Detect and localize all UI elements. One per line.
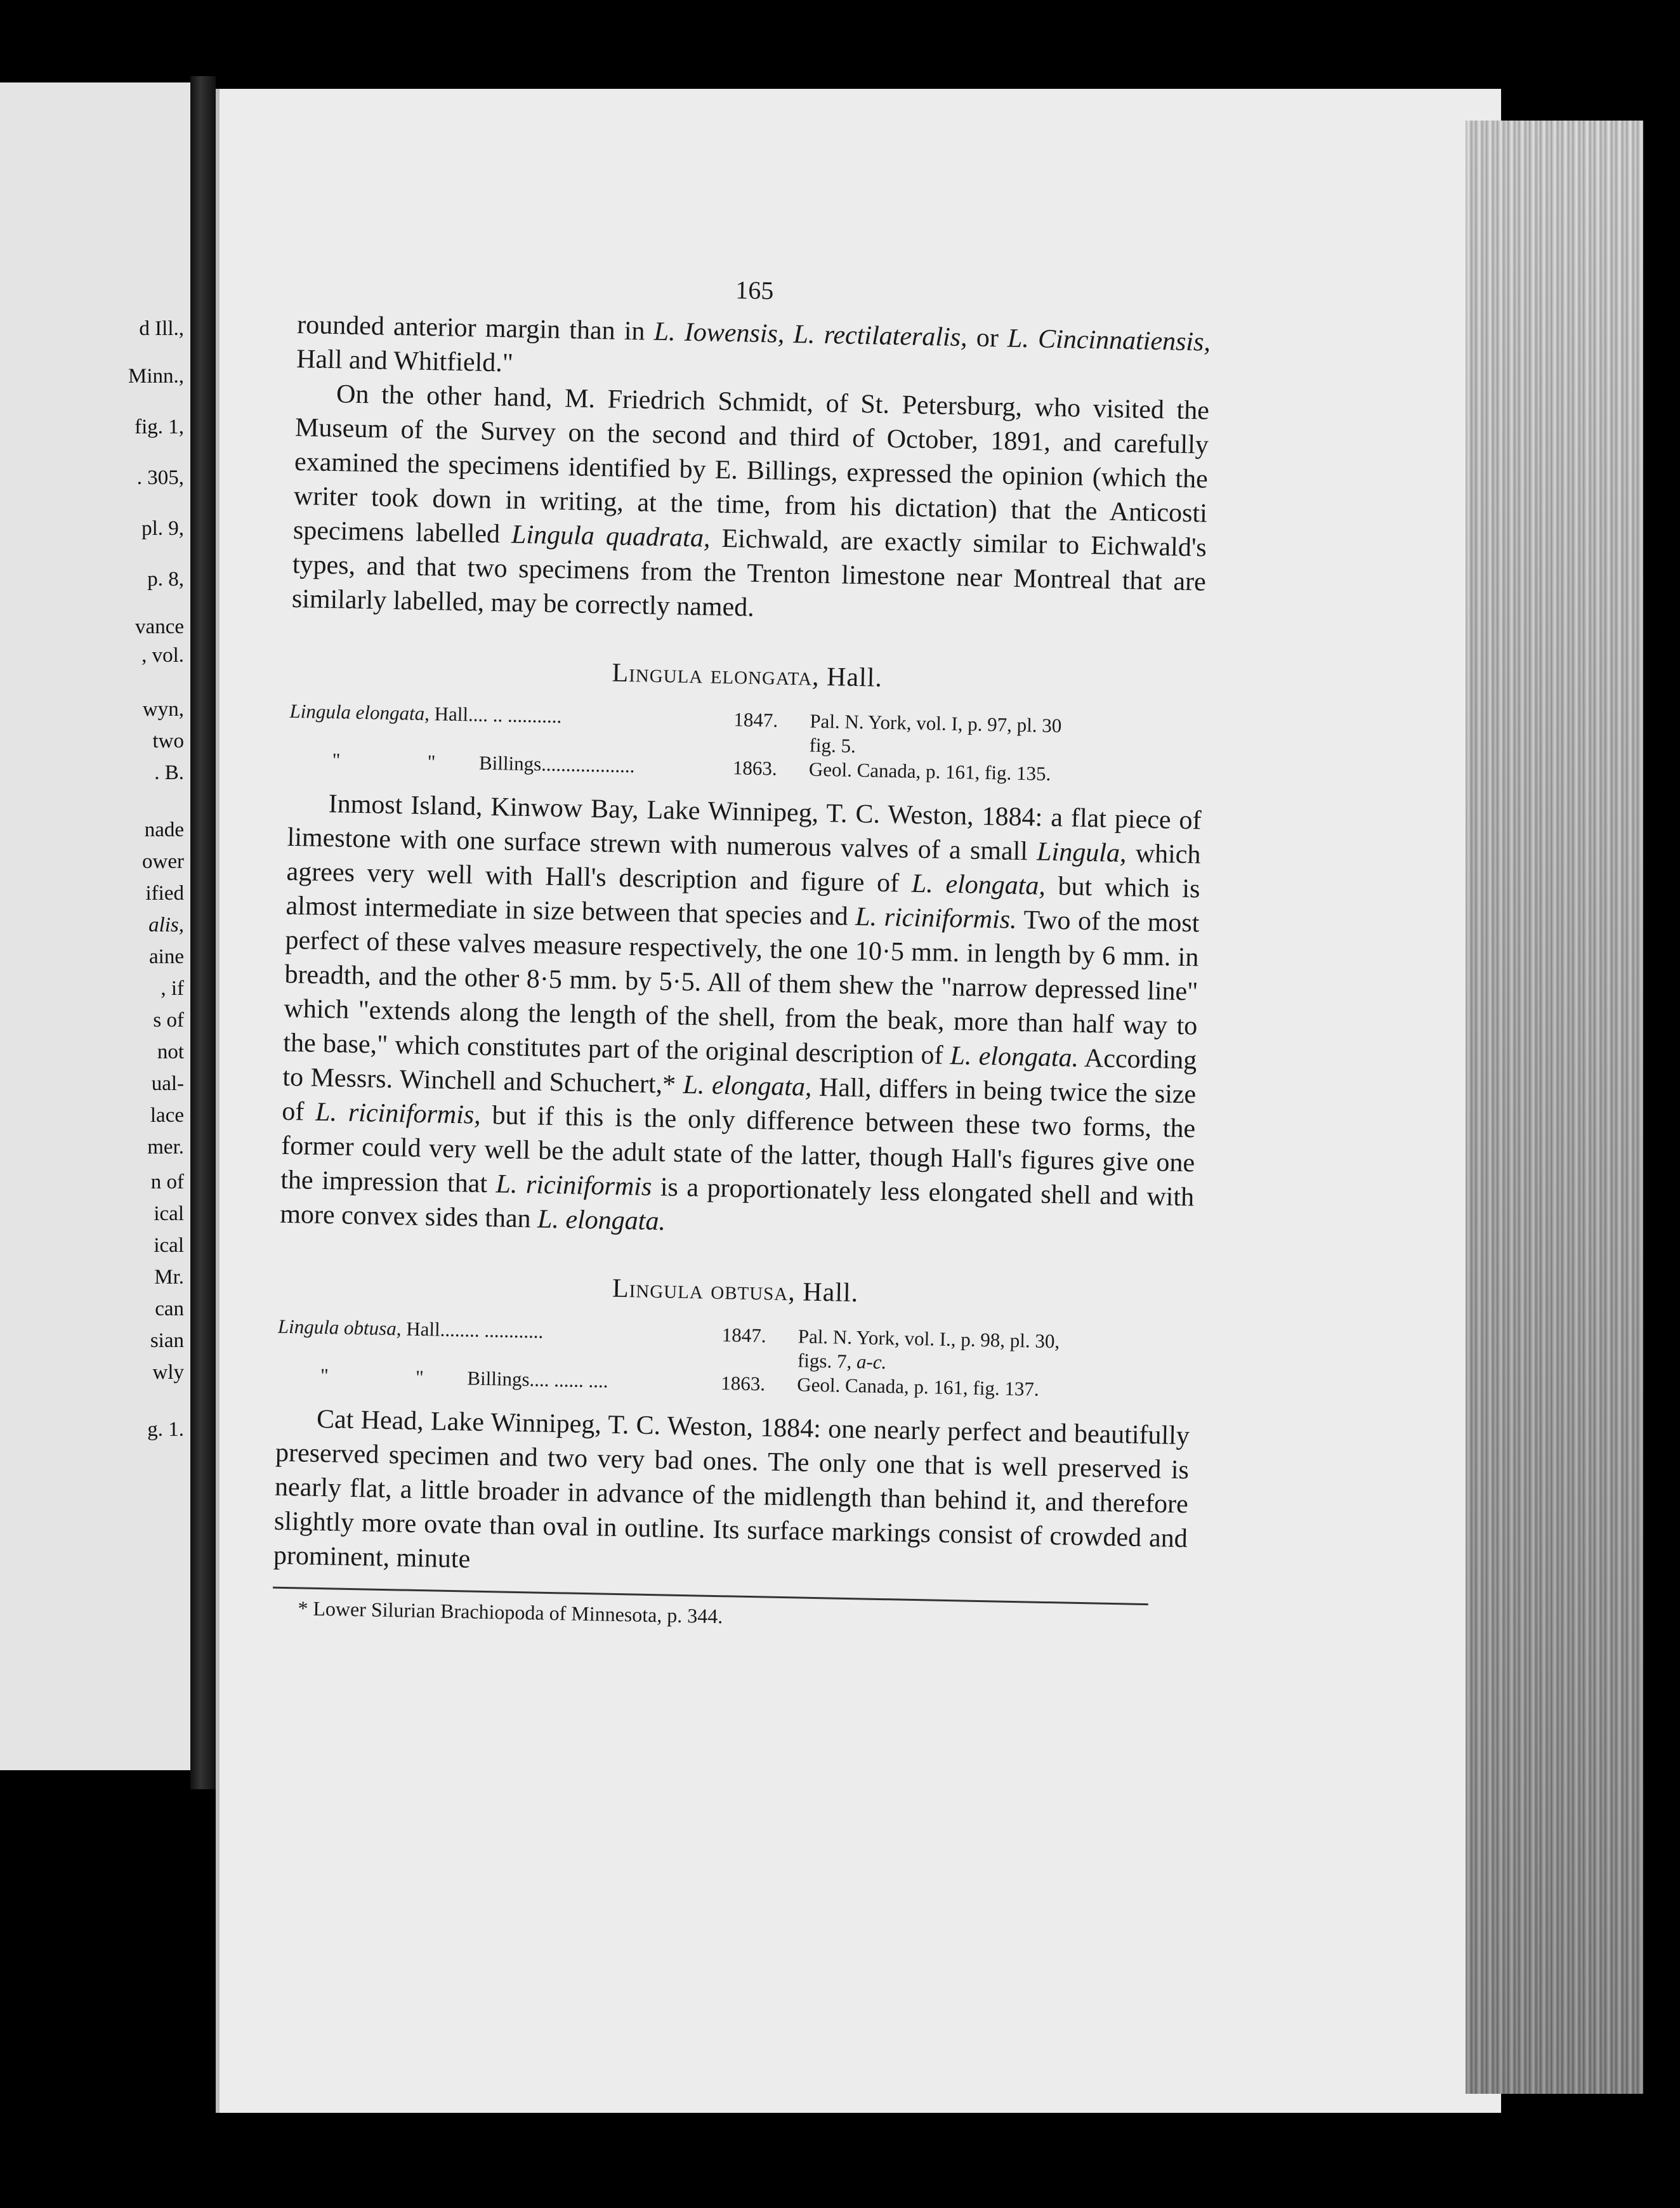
left-page-line-fragment: ified: [145, 882, 184, 905]
synonymy-elongata: [289, 699, 1204, 790]
left-page-line-fragment: nade: [144, 818, 184, 841]
left-page-line-fragment: ical: [154, 1202, 184, 1225]
left-page-line-fragment: vance: [135, 615, 184, 638]
left-page-line-fragment: fig. 1,: [135, 416, 184, 438]
left-page-line-fragment: pl. 9,: [141, 517, 184, 540]
left-page-line-fragment: can: [155, 1298, 184, 1320]
left-page-line-fragment: . B.: [154, 761, 184, 784]
left-page-line-fragment: d Ill.,: [139, 317, 184, 340]
species-heading-obtusa: Lingula obtusa, Hall.: [612, 1273, 859, 1308]
left-page-line-fragment: sian: [150, 1329, 184, 1352]
paragraph-elongata: Inmost Island, Kinwow Bay, Lake Winnipeg, T. C. Weston, 1884: a flat piece of limestone with one surface strewn with numerous valves of a small Lingula, which agrees very well with Hall's description and figure of L. elongata, but which is almost intermediate in size between that species and L. riciniformis. Two of the most perfect of these valves measure respectively, the one 10·5 mm. in length by 6 mm. in breadth, and the other 8·5 mm. by 5·5. All of them shew the "narrow depressed line" which "extends along the length of the shell, from the beak, more than half way to the base," which constitutes part of the original description of L. elongata. According to Messrs. Winchell and Schuchert,* L. elongata, Hall, differs in being twice the size of L. riciniformis, but if this is the only difference between these two forms, the former could very well be the adult state of the latter, though Hall's figures give one the impression that L. riciniformis is a proportionately less elongated shell and with more convex sides than L. elongata.: [279, 789, 1202, 1237]
species-heading-elongata: Lingula elongata, Hall.: [612, 658, 883, 693]
page-number: 165: [735, 275, 774, 305]
left-page-line-fragment: Mr.: [154, 1266, 184, 1289]
left-page-line-fragment: alis,: [148, 914, 184, 936]
left-page-line-fragment: , if: [161, 977, 184, 1000]
paragraph-2: On the other hand, M. Friedrich Schmidt, of St. Petersburg, who visited the Museum of the Survey on the second and third of October, 1891, and carefully examined the specimens identified by E. Billings, expressed the opinion (which the writer took down in writing, at the time, from his dictation) that the Anticosti specimens labelled Lingula quadrata, Eichwald, are exactly similar to Eichwald's types, and that two specimens from the Trenton limestone near Montreal that are similarly labelled, may be correctly named.: [291, 379, 1210, 622]
left-page-line-fragment: s of: [153, 1009, 184, 1032]
left-page-line-fragment: g. 1.: [147, 1418, 184, 1441]
page-edges-shade: [1466, 121, 1643, 2094]
left-page-line-fragment: two: [152, 730, 184, 752]
left-facing-page: [0, 82, 194, 1770]
footnote: * Lower Silurian Brachiopoda of Minnesota, p. 344.: [298, 1596, 723, 1628]
left-page-line-fragment: ower: [142, 850, 184, 873]
paragraph-1: rounded anterior margin than in L. Iowensis, L. rectilateralis, or L. Cincinnatiensis, Hall and Whitfield.": [296, 310, 1211, 378]
left-page-line-fragment: wly: [152, 1361, 184, 1384]
left-page-line-fragment: ical: [154, 1234, 184, 1257]
synonymy-row: Lingula elongata, Hall.... .. ........... 1847. Pal. N. York, vol. I, p. 97, pl. 30: [289, 699, 1062, 737]
left-page-line-fragment: lace: [150, 1104, 184, 1127]
left-page-line-fragment: Minn.,: [128, 365, 184, 388]
book-gutter: [190, 76, 216, 1789]
left-page-line-fragment: not: [157, 1041, 184, 1063]
left-page-line-fragment: aine: [149, 945, 184, 968]
left-page-line-fragment: wyn,: [142, 698, 184, 721]
left-page-line-fragment: mer.: [147, 1136, 184, 1159]
left-page-line-fragment: p. 8,: [147, 568, 184, 591]
synonymy-obtusa: [277, 1314, 1191, 1405]
synonymy-ref-continuation: fig. 5.: [809, 733, 856, 758]
left-page-line-fragment: , vol.: [141, 644, 184, 667]
synonymy-ref-continuation: figs. 7, a-c.: [797, 1349, 887, 1374]
synonymy-row: Lingula obtusa, Hall........ ............ 1847. Pal. N. York, vol. I., p. 98, pl. 30,: [277, 1315, 1060, 1353]
page-content: [272, 266, 1212, 1637]
synonymy-row: " " Billings................... 1863. Geol. Canada, p. 161, fig. 135.: [332, 749, 1051, 785]
left-page-line-fragment: . 305,: [136, 466, 184, 489]
paragraph-obtusa: Cat Head, Lake Winnipeg, T. C. Weston, 1884: one nearly perfect and beautifully preserved specimen and two very bad ones. The only one that is well preserved is nearly flat, a little broader in advance of the midlength than behind it, and therefore slightly more ovate than oval in outline. Its surface markings consist of crowded and prominent, minute: [273, 1404, 1190, 1574]
synonymy-row: " " Billings.... ...... .... 1863. Geol. Canada, p. 161, fig. 137.: [320, 1364, 1039, 1400]
left-page-line-fragment: ual-: [151, 1072, 184, 1095]
left-page-line-fragment: n of: [150, 1171, 184, 1193]
